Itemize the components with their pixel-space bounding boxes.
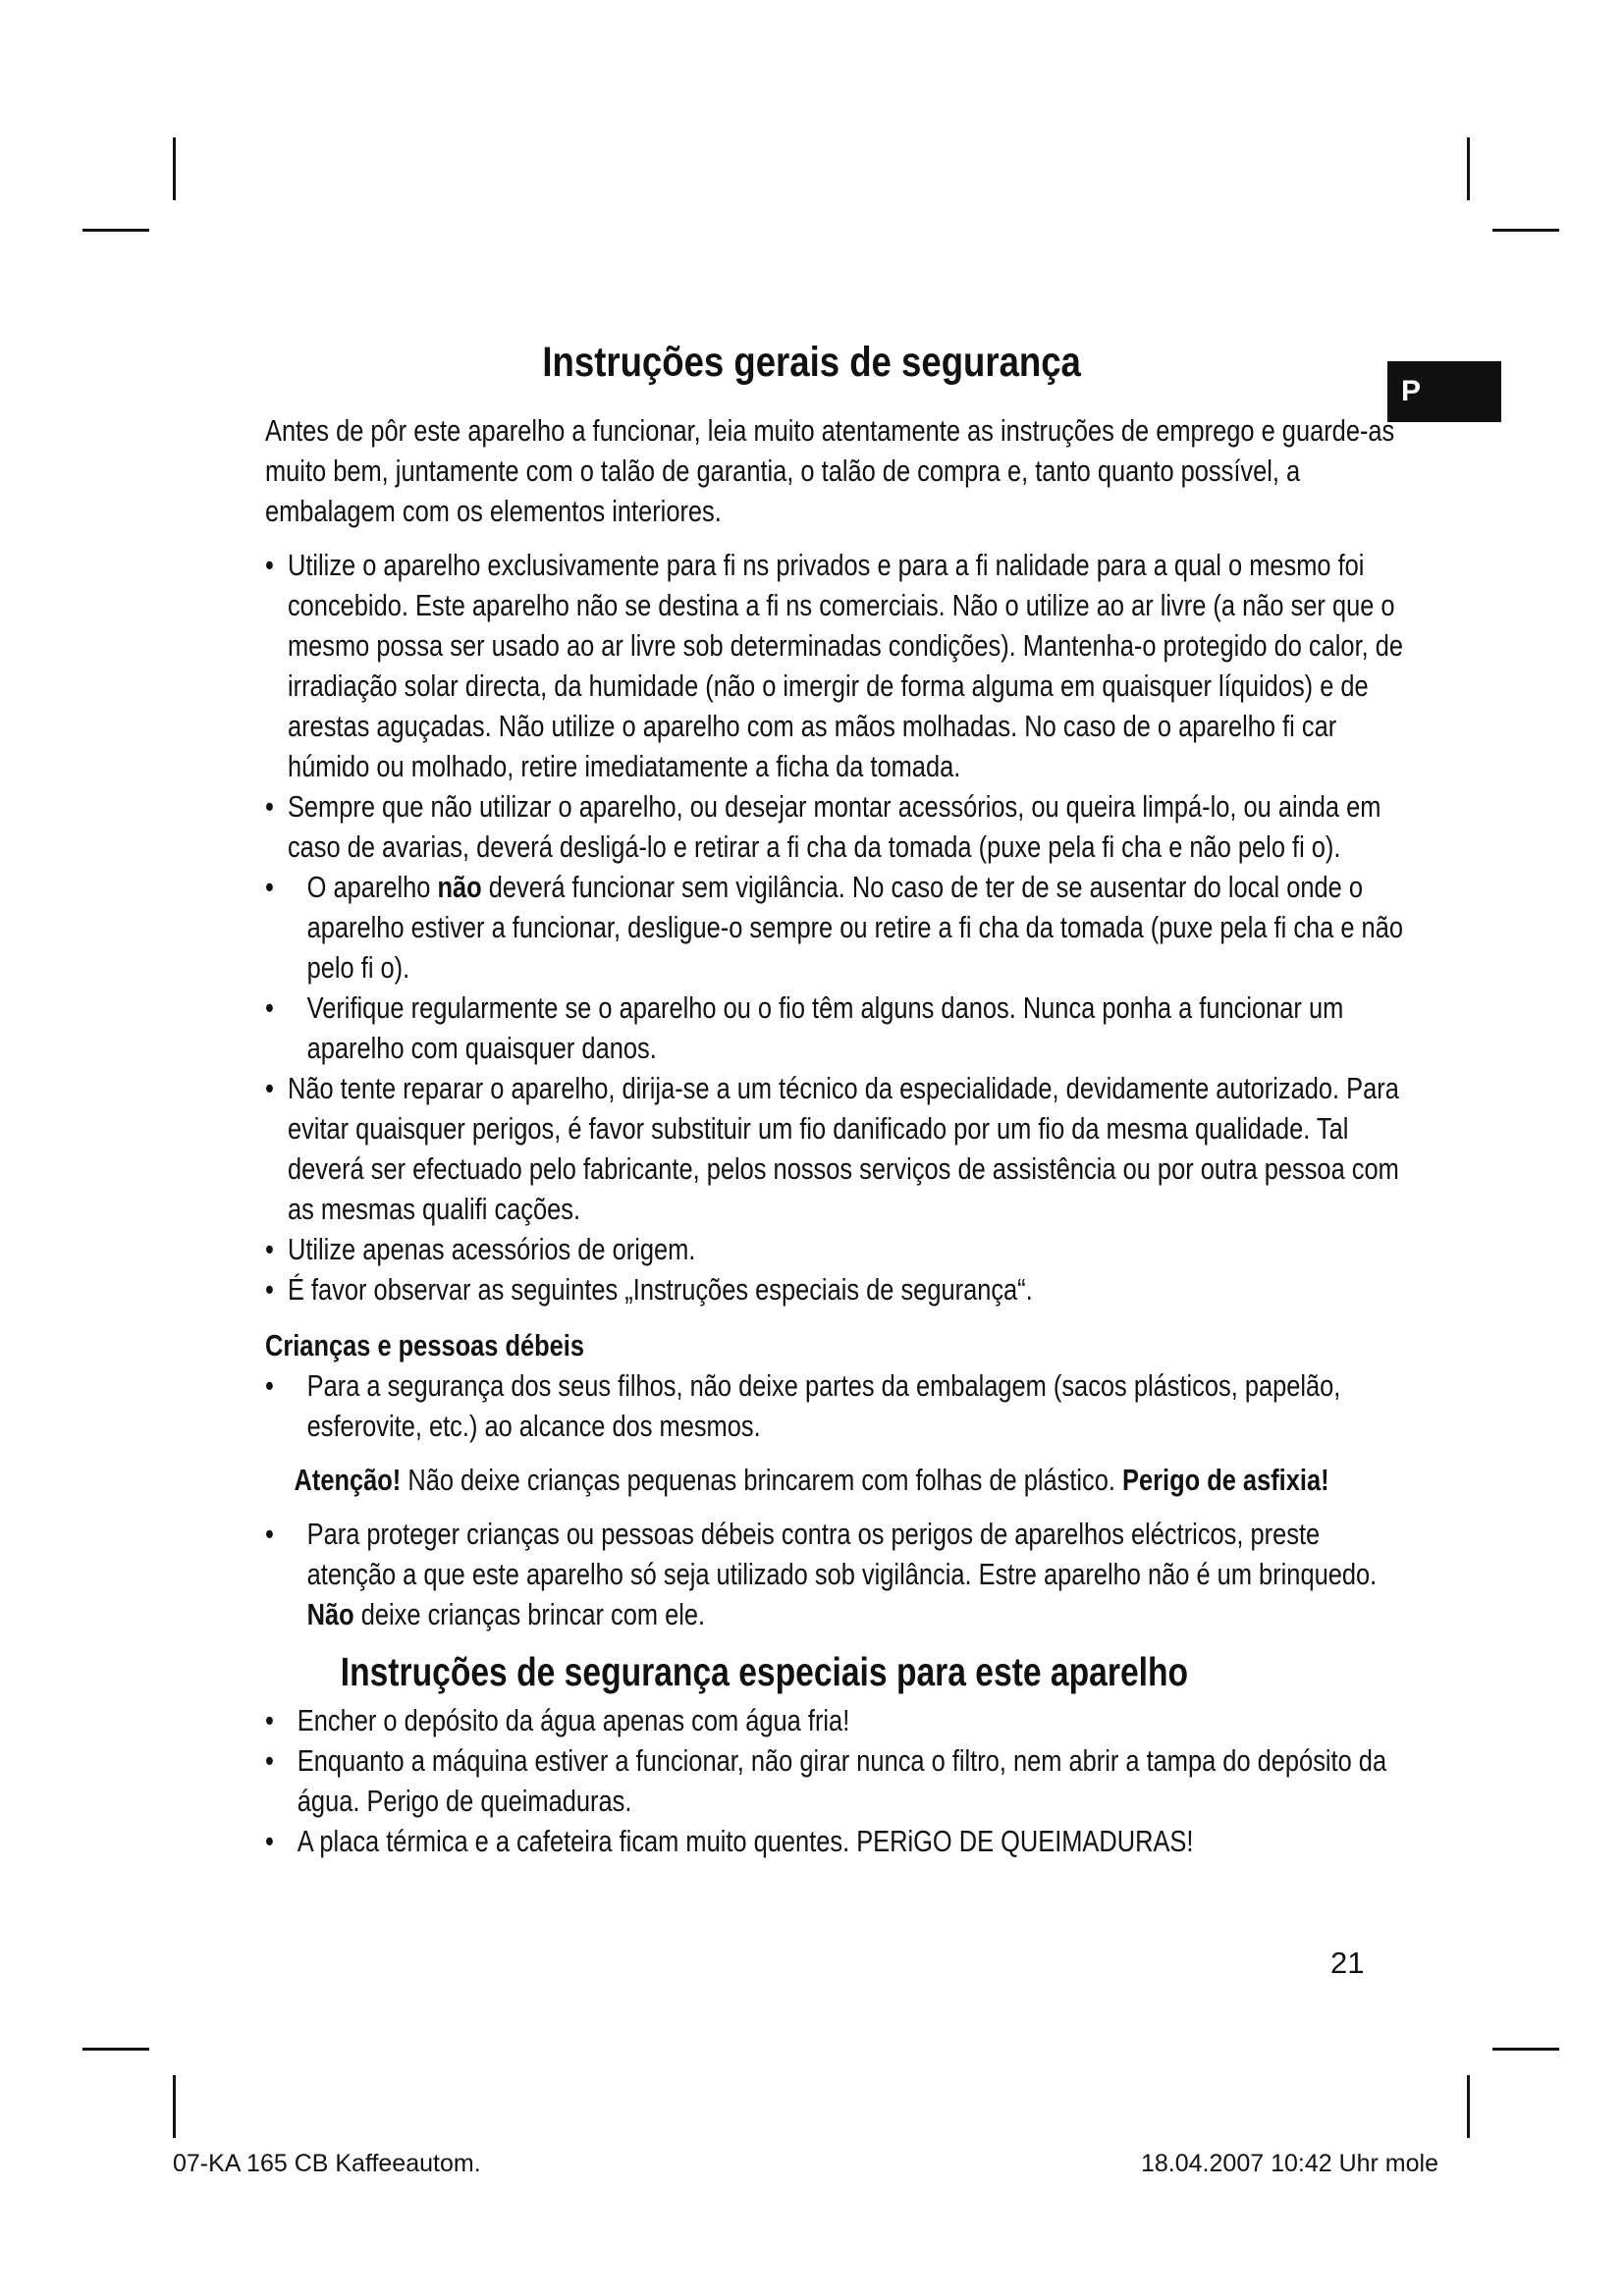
bullet: • xyxy=(265,1743,274,1778)
footer-left: 07-KA 165 CB Kaffeeautom. xyxy=(173,2150,481,2177)
crop-mark xyxy=(1492,2048,1559,2051)
list-item: • Utilize o aparelho exclusivamente para fi ns privados e para a fi nalidade para a qual o mesmo foi concebido. Este aparelho não se destina a fi ns comerciais. Não o utilize ao ar livre (a não ser que o mesmo possa ser usado ao ar livre sob determinadas condições). Mantenha-o protegido do calor, de irradiação solar directa, da humidade (não o imergir de forma alguma em quaisquer líquidos) e de arestas aguçadas. Não utilize o aparelho com as mãos molhadas. No caso de o aparelho fi car húmido ou molhado, retire imediatamente a ficha da tomada. xyxy=(265,545,1408,786)
intro-paragraph: Antes de pôr este aparelho a funcionar, leia muito atentamente as instruções de emprego e guarde-as muito bem, juntamente com o talão de garantia, o talão de compra e, tanto quanto possível, a embalagem com os elementos interiores. xyxy=(265,413,1395,528)
crop-mark xyxy=(82,229,149,232)
bullet: • xyxy=(265,990,274,1025)
crop-mark xyxy=(1492,229,1559,232)
list-item: • Sempre que não utilizar o aparelho, ou desejar montar acessórios, ou queira limpá-lo, ou ainda em caso de avarias, deverá desligá-lo e retirar a fi cha da tomada (puxe pela fi cha e não pelo fi o). xyxy=(265,786,1408,867)
list-item: • Verifique regularmente se o aparelho ou o fio têm alguns danos. Nunca ponha a funcionar um aparelho com quaisquer danos. xyxy=(265,988,1408,1068)
language-tab: P xyxy=(1387,361,1501,422)
page-number: 21 xyxy=(1330,1946,1365,1980)
crop-mark xyxy=(1467,2075,1470,2138)
list-item: • Para a segurança dos seus filhos, não deixe partes da embalagem (sacos plásticos, papelão, esferovite, etc.) ao alcance dos mesmos. xyxy=(265,1365,1408,1446)
bullet: • xyxy=(265,1517,274,1551)
page-title: Instruções gerais de segurança xyxy=(542,339,1082,386)
bullet: • xyxy=(265,548,274,582)
special-safety-list xyxy=(265,1700,1408,1861)
crop-mark xyxy=(1467,137,1470,200)
list-item: • Não tente reparar o aparelho, dirija-se a um técnico da especialidade, devidamente autorizado. Para evitar quaisquer perigos, é favor substituir um fio danificado por um fio da mesma qualidade. Tal deverá ser efectuado pelo fabricante, pelos nossos serviços de assistência ou por outra pessoa com as mesmas qualifi cações. xyxy=(265,1068,1408,1229)
list-item: • Utilize apenas acessórios de origem. xyxy=(265,1229,1408,1269)
bullet: • xyxy=(265,1703,274,1737)
children-heading: Crianças e pessoas débeis xyxy=(265,1328,584,1362)
bullet: • xyxy=(265,1824,274,1858)
bullet: • xyxy=(265,1232,274,1266)
list-item: • É favor observar as seguintes „Instruções especiais de segurança“. xyxy=(265,1269,1408,1309)
list-item: • Para proteger crianças ou pessoas débeis contra os perigos de aparelhos eléctricos, preste atenção a que este aparelho só seja utilizado sob vigilância. Estre aparelho não é um brinquedo. Não deixe crianças brincar com ele. xyxy=(265,1514,1408,1634)
list-item: • A placa térmica e a cafeteira ficam muito quentes. PERiGO DE QUEIMADURAS! xyxy=(265,1821,1408,1861)
bullet: • xyxy=(265,870,274,904)
list-item: • Encher o depósito da água apenas com água fria! xyxy=(265,1700,1408,1740)
document-body xyxy=(265,410,1408,1861)
section-title-special: Instruções de segurança especiais para este aparelho xyxy=(340,1649,1189,1694)
crop-mark xyxy=(82,2048,149,2051)
bullet: • xyxy=(265,1071,274,1105)
general-safety-list xyxy=(265,545,1408,1309)
bullet: • xyxy=(265,1272,274,1307)
bullet: • xyxy=(265,789,274,824)
crop-mark xyxy=(173,137,176,200)
bullet: • xyxy=(265,1368,274,1403)
footer-right: 18.04.2007 10:42 Uhr mole xyxy=(1141,2150,1438,2177)
crop-mark xyxy=(173,2075,176,2138)
list-item: • O aparelho não deverá funcionar sem vigilância. No caso de ter de se ausentar do local onde o aparelho estiver a funcionar, desligue-o sempre ou retire a fi cha da tomada (puxe pela fi cha e não pelo fi o). xyxy=(265,867,1408,988)
list-item: • Enquanto a máquina estiver a funcionar, não girar nunca o filtro, nem abrir a tampa do depósito da água. Perigo de queimaduras. xyxy=(265,1740,1408,1821)
warning-paragraph: Atenção! Não deixe crianças pequenas brincarem com folhas de plástico. Perigo de asfixia! xyxy=(294,1463,1329,1497)
